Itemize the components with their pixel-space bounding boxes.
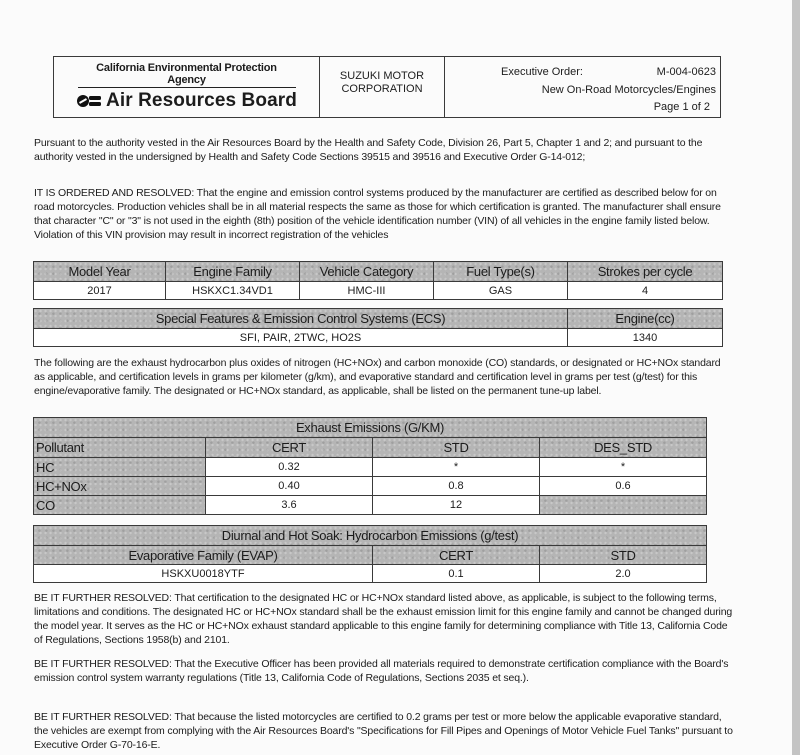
ecs-value: SFI, PAIR, 2TWC, HO2S	[34, 329, 568, 347]
engine-family-value: HSKXC1.34VD1	[166, 282, 300, 300]
order-category: New On-Road Motorcycles/Engines	[541, 84, 716, 96]
cert-value: 0.32	[206, 458, 373, 477]
strokes-value: 4	[568, 282, 723, 300]
col-pollutant: Pollutant	[34, 438, 206, 458]
cert-value: 0.40	[206, 477, 373, 496]
vehicle-category-value: HMC-III	[300, 282, 434, 300]
evap-table-title: Diurnal and Hot Soak: Hydrocarbon Emissions (g/test)	[34, 526, 707, 546]
authority-paragraph: Pursuant to the authority vested in the Air Resources Board by the Health and Safety Code, Division 26, Part 5, Chapter 1 and 2; and pursuant to the authority vested in the undersigned by Health and Safety Code Sections 39515 and 39516 and Executive Order G-14-012;	[34, 137, 703, 163]
cert-value: 3.6	[206, 496, 373, 515]
col-cert: CERT	[206, 438, 373, 458]
executive-order-label: Executive Order:	[501, 66, 583, 78]
pollutant-name: HC+NOx	[34, 477, 206, 496]
des-std-value: 0.6	[540, 477, 707, 496]
page-number: Page 1 of 2	[653, 101, 710, 113]
pollutant-name: HC	[34, 458, 206, 477]
col-evap-family: Evaporative Family (EVAP)	[34, 546, 373, 565]
model-year-value: 2017	[34, 282, 166, 300]
col-vehicle-category: Vehicle Category	[300, 262, 434, 282]
agency-name: California Environmental Protection Agency	[78, 62, 296, 88]
table-row	[34, 329, 723, 347]
fuel-type-value: GAS	[434, 282, 568, 300]
table-row	[34, 282, 723, 300]
executive-order-number: M-004-0623	[656, 66, 716, 78]
order-info-block	[445, 57, 720, 117]
evap-std-value: 2.0	[540, 565, 707, 583]
evaporative-emissions-table	[33, 525, 707, 583]
table-row	[34, 458, 707, 477]
exhaust-title-row	[34, 418, 707, 438]
col-ecs: Special Features & Emission Control Systems (ECS)	[34, 309, 568, 329]
table-row	[34, 477, 707, 496]
further-resolved-paragraph-3: BE IT FURTHER RESOLVED: That because the listed motorcycles are certified to 0.2 grams per test or more below the applicable evaporative standard, the vehicles are exempt from complying with the Air Resources Board's "Specifications for Fill Pipes and Openings of Motor Vehicle Fuel Tanks" pursuant to Executive Order G-70-16-E.	[34, 711, 733, 751]
board-name: Air Resources Board	[106, 90, 297, 111]
std-value: *	[373, 458, 540, 477]
evap-table-header	[34, 546, 707, 565]
col-strokes: Strokes per cycle	[568, 262, 723, 282]
col-model-year: Model Year	[34, 262, 166, 282]
col-des-std: DES_STD	[540, 438, 707, 458]
des-std-value: *	[540, 458, 707, 477]
pollutant-name: CO	[34, 496, 206, 515]
table-row	[34, 565, 707, 583]
scrollbar-edge	[792, 0, 800, 755]
manufacturer-block	[320, 57, 445, 117]
board-title	[76, 90, 297, 112]
col-fuel-type: Fuel Type(s)	[434, 262, 568, 282]
manufacturer-line-1: SUZUKI MOTOR	[339, 70, 425, 82]
evap-family-value: HSKXU0018YTF	[34, 565, 373, 583]
exhaust-emissions-table	[33, 417, 707, 515]
arb-logo-icon	[76, 94, 102, 108]
agency-block	[54, 57, 320, 117]
table-row	[34, 496, 707, 515]
ecs-table-header	[34, 309, 723, 329]
standards-paragraph: The following are the exhaust hydrocarbon plus oxides of nitrogen (HC+NOx) and carbon monoxide (CO) standards, or designated or HC+NOx standard as applicable, and certification levels in grams per kilometer (g/km), and evaporative standard and certification level in grams per test (g/test) for this engine/evaporative family. The designated or HC+NOx standard, as applicable, shall be listed on the permanent tune-up label.	[34, 357, 721, 397]
ordered-paragraph: IT IS ORDERED AND RESOLVED: That the engine and emission control systems produced by the manufacturer are certified as described below for on road motorcycles. Production vehicles shall be in all material respects the same as those for which certification is granted. The manufacturer shall ensure that character "C" or "3" is not used in the eighth (8th) position of the vehicle identification number (VIN) of all vehicles in the engine family listed below. Violation of this VIN provision may result in incorrect registration of the vehicles	[34, 187, 721, 241]
std-value: 0.8	[373, 477, 540, 496]
col-engine-family: Engine Family	[166, 262, 300, 282]
des-std-value-empty	[540, 496, 707, 515]
col-std: STD	[373, 438, 540, 458]
vehicle-table-header	[34, 262, 723, 282]
manufacturer-line-2: CORPORATION	[341, 83, 423, 95]
further-resolved-paragraph-2: BE IT FURTHER RESOLVED: That the Executive Officer has been provided all materials required to demonstrate certification compliance with the Board's emission control system warranty regulations (Title 13, California Code of Regulations, Sections 2035 et seq.).	[34, 658, 729, 684]
evap-title-row	[34, 526, 707, 546]
ecs-table	[33, 308, 723, 347]
document-header	[53, 56, 721, 118]
further-resolved-paragraph-1: BE IT FURTHER RESOLVED: That certification to the designated HC or HC+NOx standard listed above, as applicable, is subject to the following terms, limitations and conditions. The designated HC or HC+NOx standard shall be the exhaust emission limit for this engine family and cannot be changed during the model year. It serves as the HC or HC+NOx exhaust standard applicable to this engine family for determining compliance with Title 13, California Code of Regulations, Sections 1958(b) and 2101.	[34, 592, 733, 646]
col-evap-cert: CERT	[373, 546, 540, 565]
exhaust-table-header	[34, 438, 707, 458]
std-value: 12	[373, 496, 540, 515]
col-engine-cc: Engine(cc)	[568, 309, 723, 329]
engine-cc-value: 1340	[568, 329, 723, 347]
vehicle-table	[33, 261, 723, 300]
exhaust-table-title: Exhaust Emissions (G/KM)	[34, 418, 707, 438]
col-evap-std: STD	[540, 546, 707, 565]
evap-cert-value: 0.1	[373, 565, 540, 583]
